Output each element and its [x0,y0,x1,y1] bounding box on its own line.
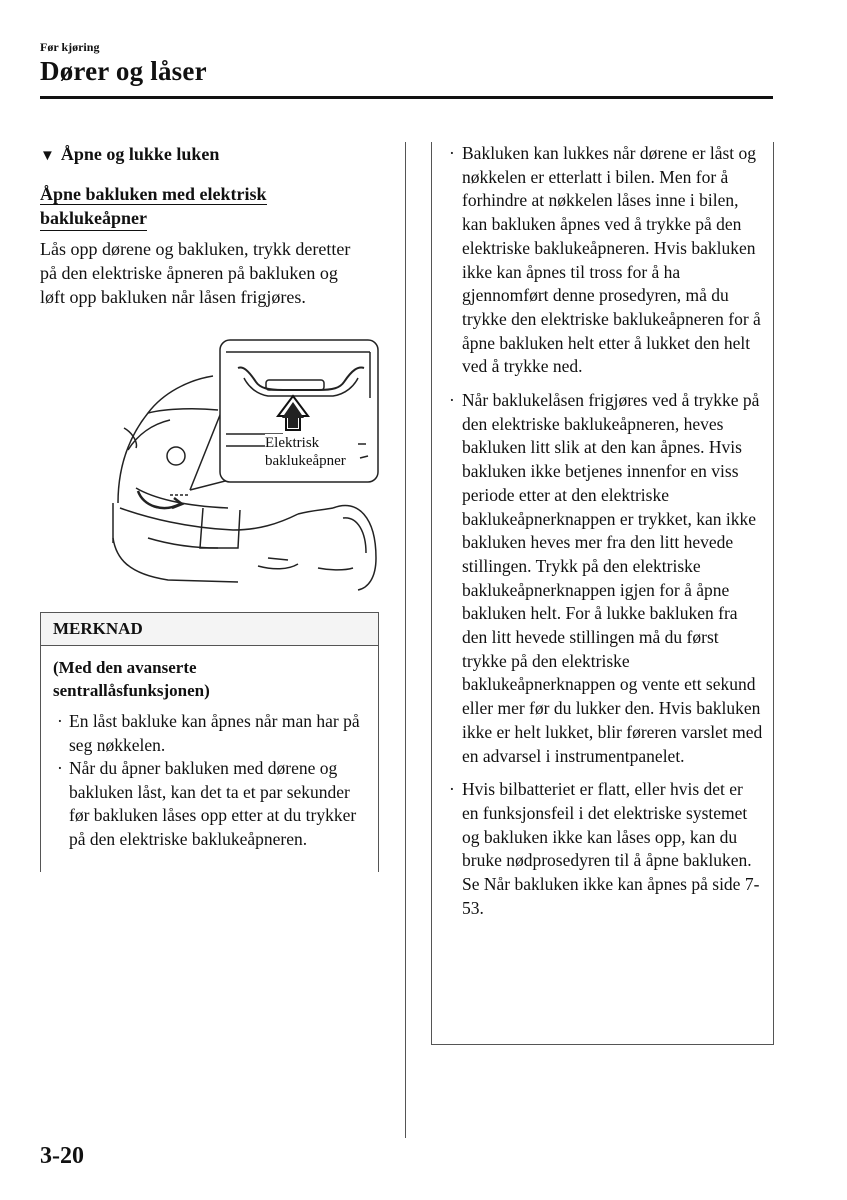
left-column [40,142,380,309]
list-item [432,389,773,768]
list-item-text: Bakluken kan lukkes når dørene er låst og nøkkelen er etterlatt i bilen. Men for å forhindre at nøkkelen låses inne i bilen, kan bakluken åpnes ved å trykke på den elektriske baklukeåpneren. Hvis bakluken ikke kan åpnes til tross for å ha gjennomført denne prosedyren, må du trykke den elektriske baklukeåpneren for å åpne bakluken helt etter å lukket den helt ved å trykke ned. [462,143,761,377]
figure-label-line1: Elektrisk [265,435,320,451]
list-item-text: Når baklukelåsen frigjøres ved å trykke på den elektriske baklukeåpneren, heves bakluken litt slik at den kan åpnes. Hvis bakluken ikke betjenes innenfor en viss periode etter at den elektriske baklukeåpnerknappen er trykket, kan ikke bakluken heves mer fra den litt hevede stillingen. Trykk på den elektriske baklukeåpnerknappen igjen for å åpne bakluken helt. For å lukke bakluken fra den litt hevede stillingen må du først trykke på den elektriske baklukeåpnerknappen og vente ett sekund eller mer før du lukker den. Hvis bakluken ikke er helt lukket, blir føreren varslet med en advarsel i instrumentpanelet. [462,390,763,766]
note-item-text: Når du åpner bakluken med dørene og bakluken låst, kan det ta et par sekunder før bakluken låses opp etter at du trykker på den elektriske baklukeåpneren. [69,758,357,849]
section-label: Før kjøring [40,40,100,54]
column-divider [405,142,406,1138]
figure-label [265,434,346,470]
note-title: MERKNAD [40,613,379,646]
page-number: 3-20 [40,1143,84,1169]
right-column-box [431,142,774,1045]
list-item-text: Hvis bilbatteriet er flatt, eller hvis det er en funksjonsfeil i det elektriske systemet og bakluken ikke kan låses opp, kan du bruke nødprosedyren til å åpne bakluken. [462,779,752,871]
note-item-text: En låst bakluke kan åpnes når man har på seg nøkkelen. [69,711,360,755]
list-item [432,778,773,920]
note-subtitle [53,656,366,702]
instructions-paragraph: Lås opp dørene og bakluken, trykk deretter på den elektriske åpneren på bakluken og løft opp bakluken når låsen frigjøres. [40,239,351,307]
bullet-icon: · [449,143,455,163]
note-item [53,710,366,757]
subsection-heading-line2: baklukeåpner [40,206,147,231]
title-rule [40,96,773,99]
page-title: Dører og låser [40,56,207,86]
cross-reference[interactable]: Se Når bakluken ikke kan åpnes på side 7-53. [462,874,760,918]
note-subtitle-line1: (Med den avanserte [53,658,197,677]
tailgate-opener-illustration [108,338,382,592]
bullet-icon: · [57,758,63,778]
section-heading-text: Åpne og lukke luken [60,144,220,164]
bullet-icon: · [57,711,63,731]
subsection-heading-line1: Åpne bakluken med elektrisk [40,184,267,204]
bullet-icon: · [449,779,455,800]
figure-label-line2: baklukeåpner [265,453,346,469]
note-body [40,646,379,872]
section-heading [40,142,380,168]
list-item [432,142,773,379]
triangle-down-icon: ▼ [40,148,55,164]
note-subtitle-line2: sentrallåsfunksjonen) [53,681,210,700]
bullet-icon: · [449,390,455,411]
note-box [40,612,379,872]
note-item [53,757,366,851]
subsection-heading [40,182,380,231]
